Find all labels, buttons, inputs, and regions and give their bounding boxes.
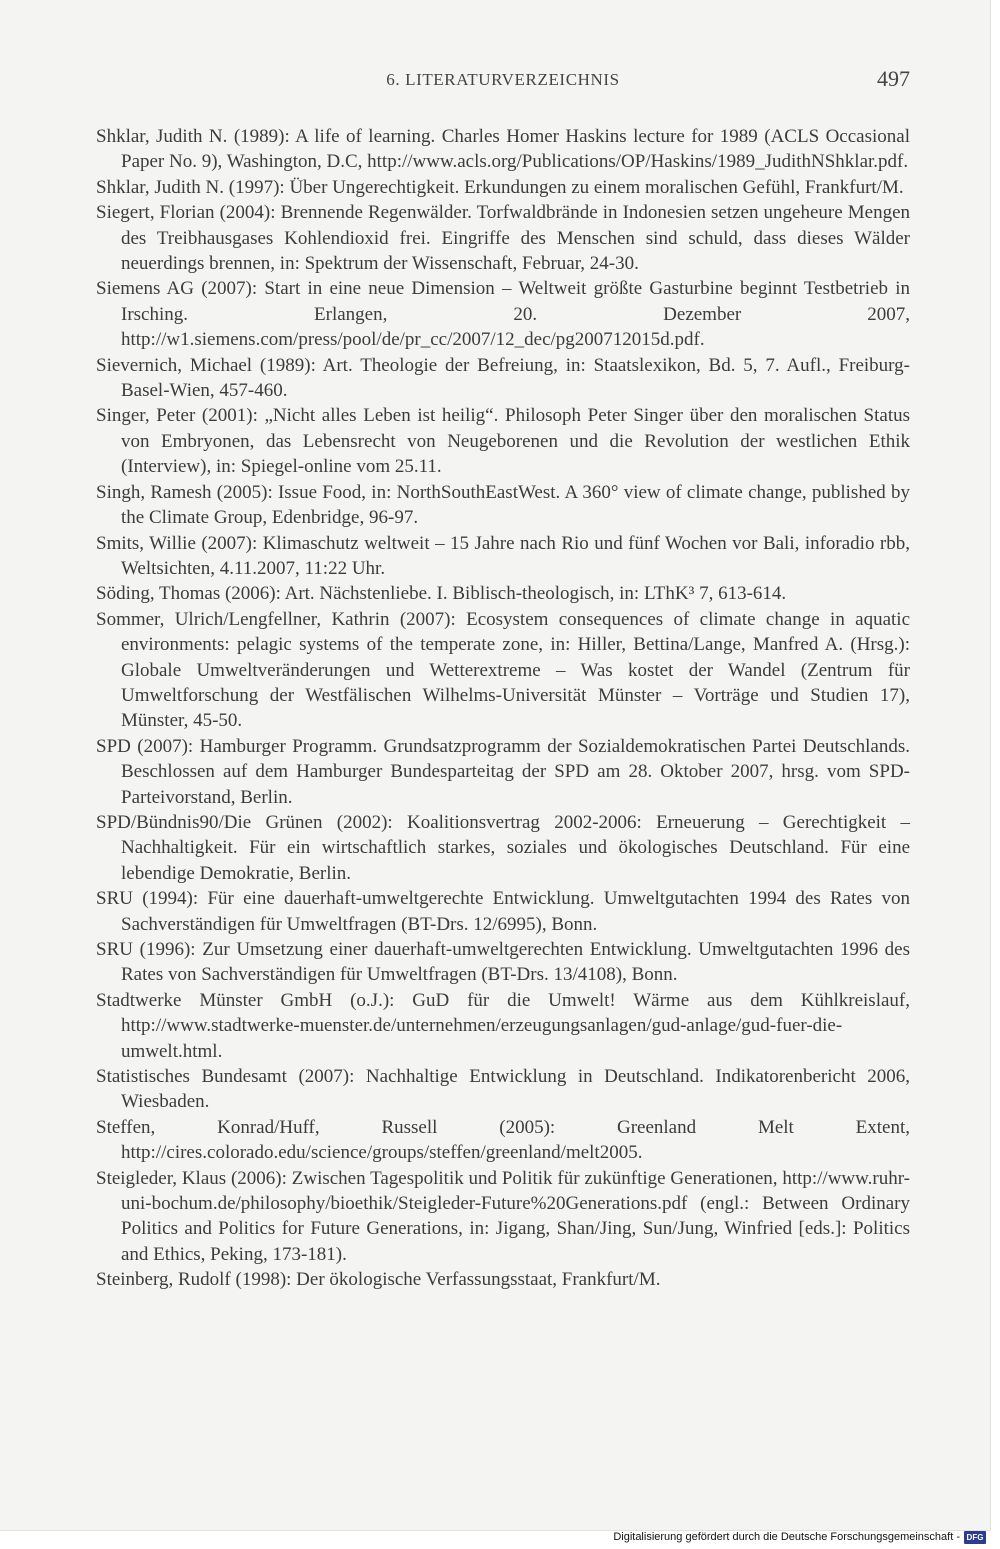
bibliography-entry: SPD/Bündnis90/Die Grünen (2002): Koalitionsvertrag 2002-2006: Erneuerung – Gerechtigkeit – Nachhaltigkeit. Für ein wirtschaftlich starkes, soziales und ökologisches Deutschland. Für eine lebendige Demokratie, Berlin. xyxy=(96,811,910,884)
bibliography-entry: Siemens AG (2007): Start in eine neue Dimension – Weltweit größte Gasturbine beginnt Testbetrieb in Irsching. Erlangen, 20. Dezember 2007, http://w1.siemens.com/press/pool/de/pr_cc/2007/12_dec/pg200712015d.pdf. xyxy=(96,278,910,351)
bibliography-entry: Singh, Ramesh (2005): Issue Food, in: NorthSouthEastWest. A 360° view of climate change, published by the Climate Group, Edenbridge, 96-97. xyxy=(96,481,910,529)
bibliography-entry: Steigleder, Klaus (2006): Zwischen Tagespolitik und Politik für zukünftige Generationen, http://www.ruhr-uni-bochum.de/philosophy/bioethik/Steigleder-Future%20Generations.pdf (engl.: Between Ordinary Politics and Politics for Future Generations, in: Jigang, Shan/Jing, Sun/Jung, Winfried [eds.]: Politics and Ethics, Peking, 173-181). xyxy=(96,1167,910,1265)
bibliography-entry: Smits, Willie (2007): Klimaschutz weltweit – 15 Jahre nach Rio und fünf Wochen vor Bali, inforadio rbb, Weltsichten, 4.11.2007, 11:22 Uhr. xyxy=(96,532,910,579)
bibliography-entry: Singer, Peter (2001): „Nicht alles Leben ist heilig“. Philosoph Peter Singer über den moralischen Status von Embryonen, das Lebensrecht von Neugeborenen und die Revolution der westlichen Ethik (Interview), in: Spiegel-online vom 25.11. xyxy=(96,405,910,478)
bibliography-entry: Steinberg, Rudolf (1998): Der ökologische Verfassungsstaat, Frankfurt/M. xyxy=(96,1269,661,1291)
footer-text: Digitalisierung gefördert durch die Deutsche Forschungsgemeinschaft - xyxy=(613,1531,960,1543)
bibliography-entry: Siegert, Florian (2004): Brennende Regenwälder. Torfwaldbrände in Indonesien setzen ungeheure Mengen des Treibhausgases Kohlendioxid frei. Eingriffe des Menschen sind schuld, dass dieses Wälder neuerdings brennen, in: Spektrum der Wissenschaft, Februar, 24-30. xyxy=(96,202,910,275)
bibliography-entry: SPD (2007): Hamburger Programm. Grundsatzprogramm der Sozialdemokratischen Partei Deutschlands. Beschlossen auf dem Hamburger Bundesparteitag der SPD am 28. Oktober 2007, hrsg. vom SPD-Parteivorstand, Berlin. xyxy=(96,735,910,808)
bibliography-entry: Stadtwerke Münster GmbH (o.J.): GuD für die Umwelt! Wärme aus dem Kühlkreislauf, http://www.stadtwerke-muenster.de/unternehmen/erzeugungsanlagen/gud-anlage/gud-fuer-die-umwelt.html. xyxy=(96,989,910,1062)
digitization-footer xyxy=(613,1529,986,1545)
bibliography-entry: Sommer, Ulrich/Lengfellner, Kathrin (2007): Ecosystem consequences of climate change in aquatic environments: pelagic systems of the temperate zone, in: Hiller, Bettina/Lange, Manfred A. (Hrsg.): Globale Umweltveränderungen und Wetterextreme – Was kostet der Wandel (Zentrum für Umweltforschung der Westfälischen Wilhelms-Universität Münster – Vorträge und Studien 17), Münster, 45-50. xyxy=(96,608,910,732)
running-head xyxy=(96,66,910,96)
dfg-logo-icon: DFG xyxy=(964,1531,986,1544)
running-title: 6. LITERATURVERZEICHNIS xyxy=(386,70,620,89)
bibliography-entry: SRU (1994): Für eine dauerhaft-umweltgerechte Entwicklung. Umweltgutachten 1994 des Rates von Sachverständigen für Umweltfragen (BT-Drs. 12/6995), Bonn. xyxy=(96,888,910,935)
bibliography-entry: SRU (1996): Zur Umsetzung einer dauerhaft-umweltgerechten Entwicklung. Umweltgutachten 1996 des Rates von Sachverständigen für Umweltfragen (BT-Drs. 13/4108), Bonn. xyxy=(96,939,910,986)
bibliography-entry: Sievernich, Michael (1989): Art. Theologie der Befreiung, in: Staatslexikon, Bd. 5, 7. Aufl., Freiburg-Basel-Wien, 457-460. xyxy=(96,354,910,402)
bibliography-entry: Shklar, Judith N. (1989): A life of learning. Charles Homer Haskins lecture for 1989 (ACLS Occasional Paper No. 9), Washington, D.C, http://www.acls.org/Publications/OP/Haskins/1989_JudithNShklar.pdf. xyxy=(96,126,910,173)
bibliography-entry: Shklar, Judith N. (1997): Über Ungerechtigkeit. Erkundungen zu einem moralischen Gefühl, Frankfurt/M. xyxy=(96,176,904,198)
page-number: 497 xyxy=(877,66,910,91)
bibliography-list xyxy=(96,124,910,1293)
bibliography-entry: Statistisches Bundesamt (2007): Nachhaltige Entwicklung in Deutschland. Indikatorenbericht 2006, Wiesbaden. xyxy=(96,1066,910,1113)
bibliography-entry: Söding, Thomas (2006): Art. Nächstenliebe. I. Biblisch-theologisch, in: LThK³ 7, 613-614. xyxy=(96,583,787,605)
bibliography-entry: Steffen, Konrad/Huff, Russell (2005): Greenland Melt Extent, http://cires.colorado.edu/science/groups/steffen/greenland/melt2005. xyxy=(96,1116,910,1164)
